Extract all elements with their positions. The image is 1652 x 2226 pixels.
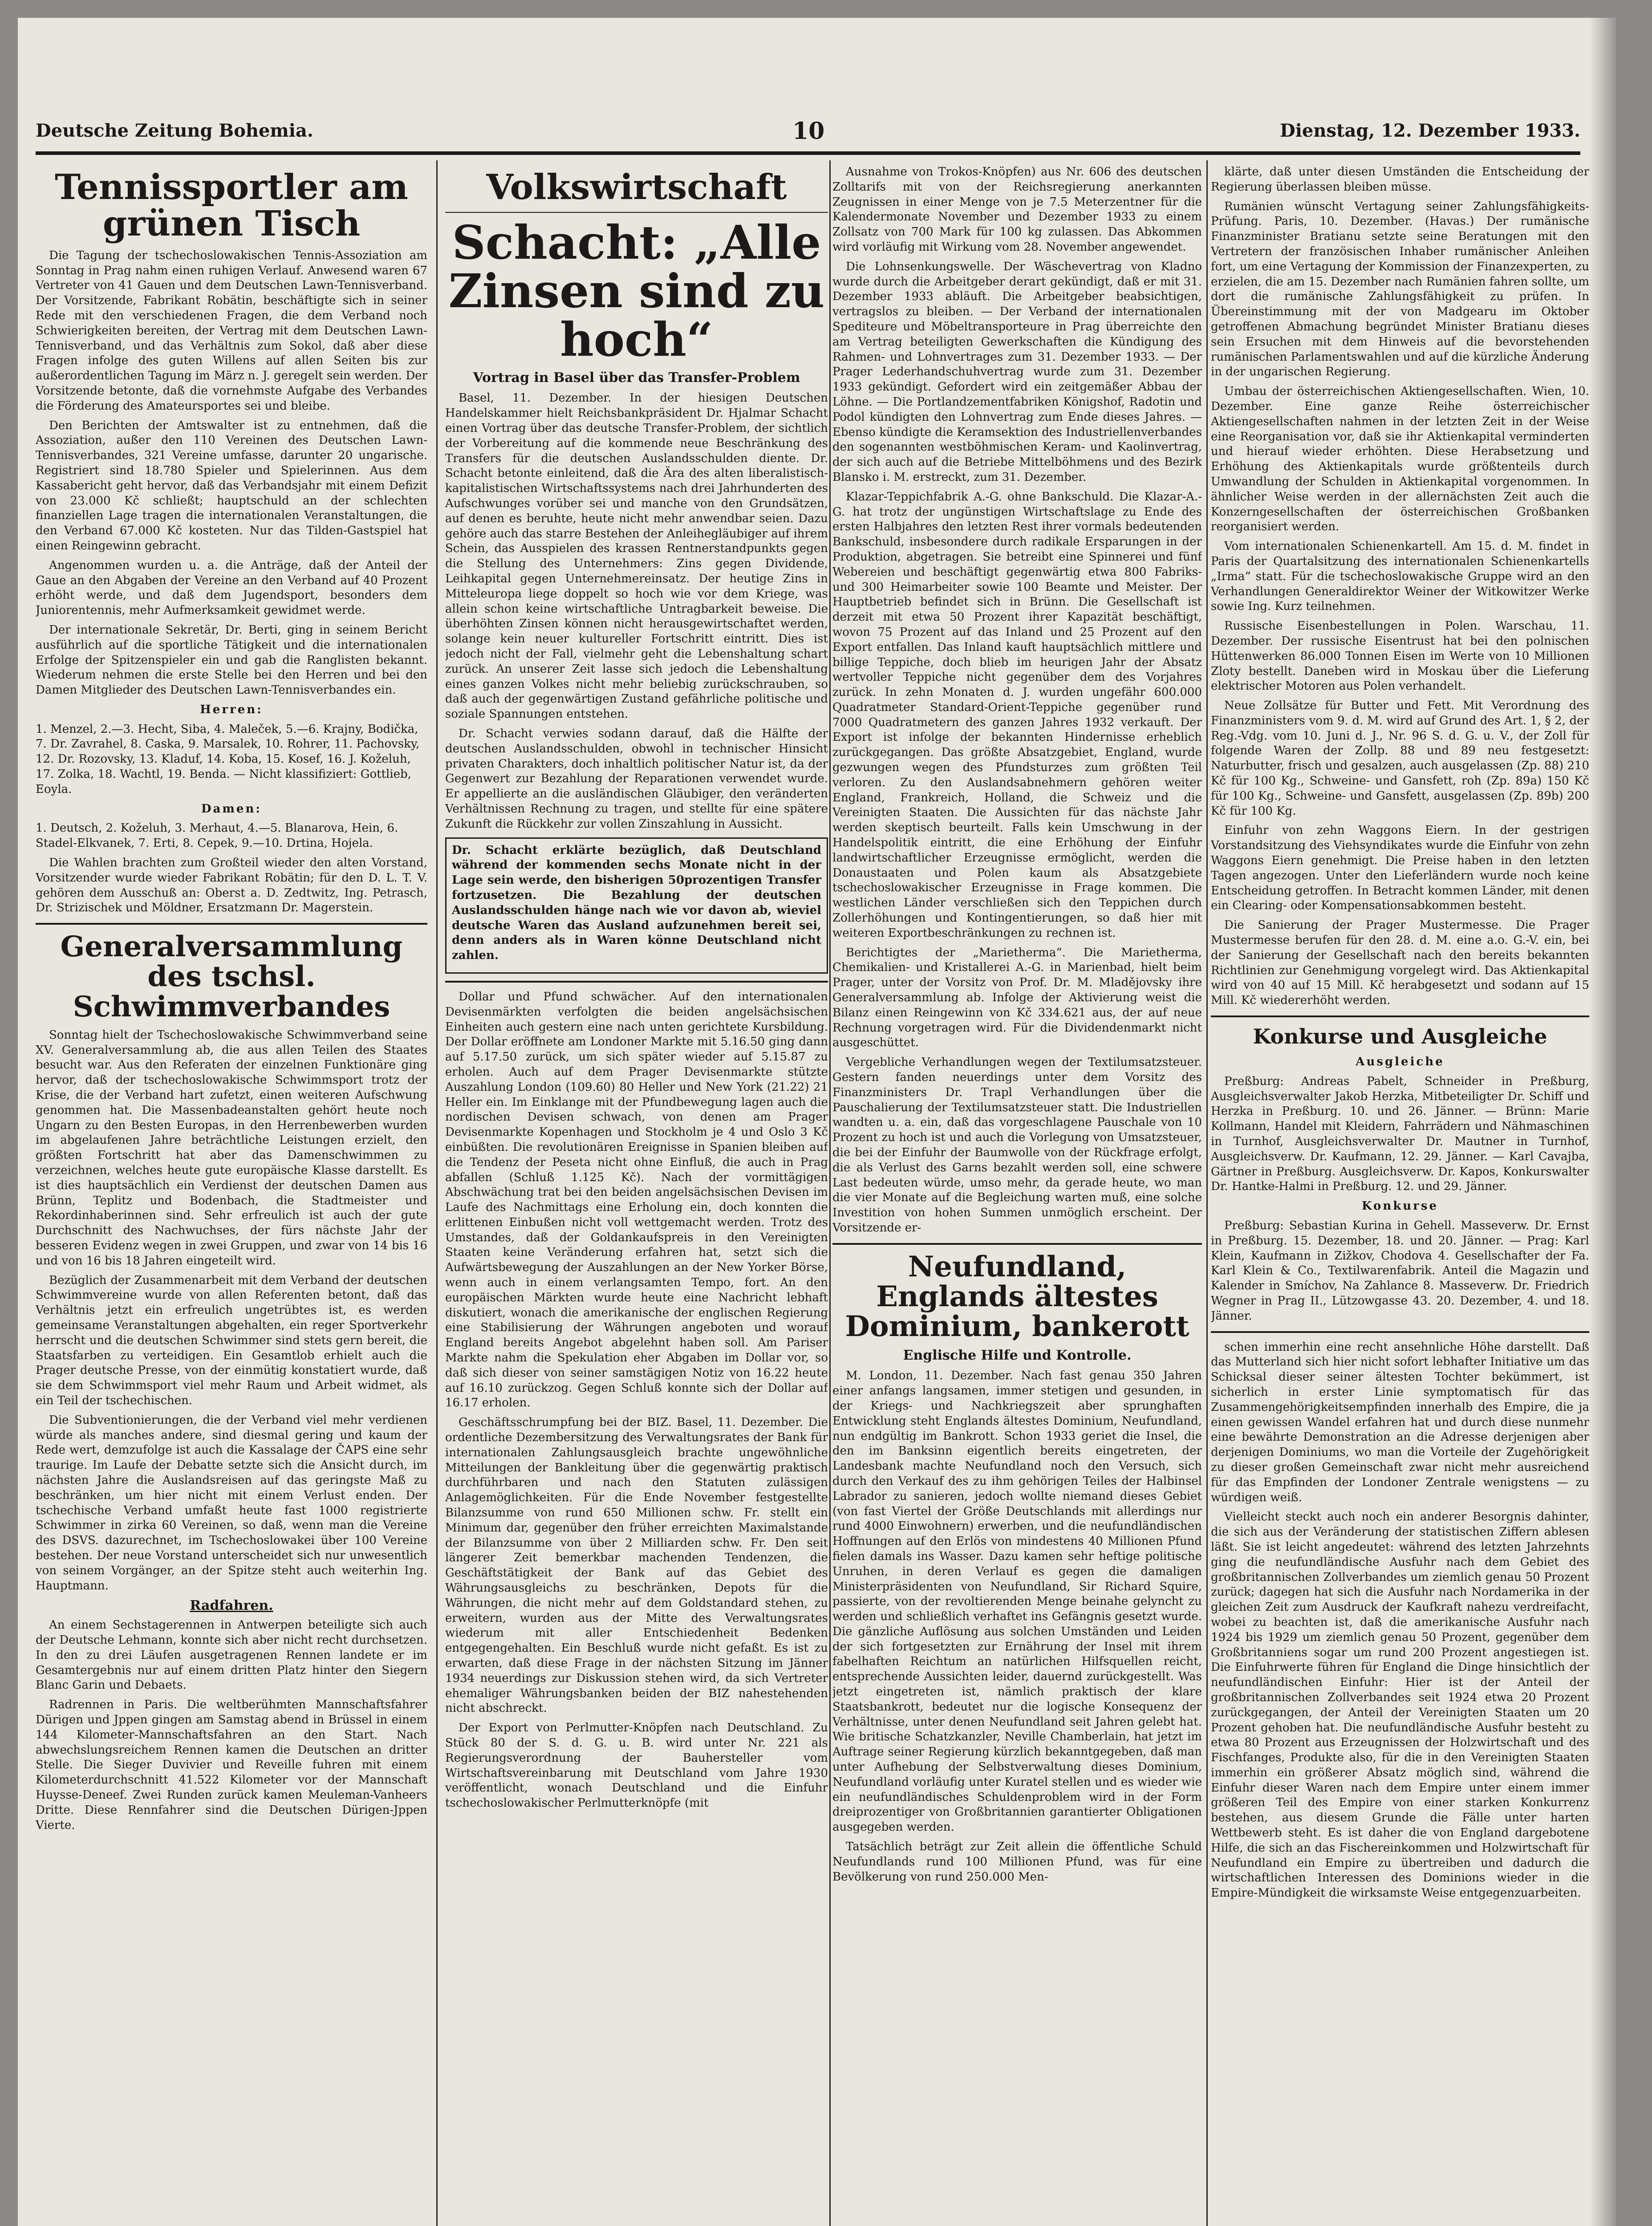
page-shadow [1589, 18, 1616, 2226]
ausgleiche-label: Ausgleiche [1356, 1055, 1445, 1069]
ranking-damen-list: 1. Deutsch, 2. Koželuh, 3. Merhaut, 4.—5. Blanarova, Hein, 6. Stadel-Elkvanek, 7. Erti, 8. Cepek, 9.—10. Drtina, Hojela. [36, 821, 398, 850]
paragraph: M. London, 11. Dezember. Nach fast genau 350 Jahren einer anfangs langsamen, immer stetigen und gesunden, in der Kriegs- und Nachkriegszeit aber sprunghaften Entwicklung steht Englands ältestes Dominium, Neufundland, nun endgültig im Bankrott. Schon 1933 geriet die Insel, die den im Banksinn eigentlich bereits eingetreten, der Landesbank machte Neufundland noch den Versuch, sich durch den Verkauf des zu ihm gehörigen Teiles der Halbinsel Labrador zu sanieren, jedoch wollte niemand dieses Gebiet (von fast Viertel der Größe Deutschlands mit allerdings nur rund 4000 Einwohnern) erwerben, und die neufundländischen Hoffnungen auf den Erlös von mindestens 40 Millionen Pfund fielen damals ins Wasser. Dazu kamen sehr heftige politische Unruhen, in deren Verlauf es gegen die damaligen Ministerpräsidenten von Neufundland, Sir Richard Squire, passierte, von der revoltierenden Menge beinahe gelyncht zu werden und schließlich verhaftet ins Gefängnis gesetzt wurde. Die gänzliche Auflösung aus solchen Umständen und Leiden der sich fortgesetzten zur Ernährung der Insel mit ihrem fabelhaften Reichtum an natürlichen Hilfsquellen reicht, entsprechende Aussichten leider, dauernd zurückgestellt. Was jetzt eingetreten ist, nämlich praktisch der klare Staatsbankrott, bedeutet nur die logische Konsequenz der Verhältnisse, unter denen Neufundland seit Jahren gelebt hat. Wie britische Schatzkanzler, Neville Chamberlain, hat jetzt im Auftrage seiner Regierung kürzlich bekanntgegeben, daß man unter Aufhebung der Selbstverwaltung dieses Dominium, Neufundland vorläufig unter Kuratel stellen und es wieder wie ein neufundländisches Schuldenproblem wird in der Form dreiprozentiger von Großbritannien garantierter Obligationen ausgegeben werden. [832, 1369, 1202, 1834]
schacht-boxed-statement [445, 837, 828, 974]
column-3 [832, 165, 1202, 2226]
paragraph: Die Subventionierungen, die der Verband viel mehr verdienen würde als manches andere, sind diesmal gering und kaum der Rede wert, demzufolge ist auch die Kassalage der ČAPS eine sehr traurige. Im Laufe der Debatte setzte sich die Ansicht durch, im nächsten Jahre die Auslandsreisen auf das geringste Maß zu beschränken, um hier nicht mit einem Verlust enden. Der tschechische Verband umfaßt heute fast 1000 registrierte Schwimmer in zirka 60 Vereinen, so daß, wenn man die Vereine des DSVS. dazurechnet, im Tschechoslowakei über 100 Vereine bestehen. Der neue Vorstand unterscheidet sich nur unwesentlich von seinem Vorgänger, an der Spitze steht auch weiterhin Ing. Hauptmann. [36, 1413, 427, 1592]
tennis-headline: Tennissportler am grünen Tisch [55, 167, 408, 244]
konkurse-section [1211, 1055, 1589, 1324]
paragraph: Basel, 11. Dezember. In der hiesigen Deutschen Handelskammer hielt Reichsbankpräsident Dr. Hjalmar Schacht einen Vortrag über das deutsche Transfer-Problem, der sichtlich der Vorbereitung auf die kommende neue Beschränkung des Transfers für die deutschen Auslandsschulden diente. Dr. Schacht betonte einleitend, daß die Ära des alten liberalistisch-kapitalistischen Wirtschaftssystems nach drei Jahrhunderten des Aufschwunges vorüber sei und manche von den Grundsätzen, auf denen es beruhte, heute nicht mehr anwendbar seien. Dazu gehöre auch das starre Bestehen der Anleihegläubiger auf ihrem Schein, das Ausspielen des krassen Rentnerstandpunkts gegen die Stellung des Unternehmers: Zins gegen Dividende, Leihkapital gegen Unternehmereinsatz. Der heutige Zins in Mitteleuropa liege doppelt so hoch wie vor dem Kriege, was allein schon keine wirtschaftliche Untragbarkeit beweise. Die überhöhten Zinsen können nicht herausgewirtschaftet werden, solange kein neuer kultureller Fortschritt eintritt. Dies ist jedoch nicht der Fall, vielmehr geht die Lebenshaltung schart zurück. An unserer Zeit lasse sich jedoch die Lebenshaltung eines ganzen Volkes nicht mehr beliebig zurückschrauben, so daß auch der gegenwärtigen Zustand gefährliche politische und soziale Spannungen entstehen. [445, 391, 828, 721]
paragraph: Radrennen in Paris. Die weltberühmten Mannschaftsfahrer Dürigen und Jppen gingen am Samstag abend in Brüssel in einem 144 Kilometer-Mannschaftsfahren an den Start. Nach abwechslungsreichem Rennen kamen die Deutschen an dritter Stelle. Die Sieger Duvivier und Reveille fuhren mit einem Kilometerdurchschnitt 41.522 Kilometer vor der Mannschaft Huysse-Deneef. Zwei Runden zurück kamen Meuleman-Vanheers Dritte. Diese Rennfahrer sind die Deutschen Dürigen-Jppen Vierte. [36, 1698, 427, 1832]
newspaper-page [18, 18, 1616, 2226]
paragraph: Der internationale Sekretär, Dr. Berti, ging in seinem Bericht ausführlich auf die sportliche Tätigkeit und die internationalen Erfolge der Spitzenspieler ein und gab die Ranglisten bekannt. Wiederum nehmen die erste Stelle bei den Herren und bei den Damen Mitglieder des Deutschen Lawn-Tennisverbandes ein. [36, 623, 427, 697]
neufundland-article [832, 1369, 1202, 1885]
article-divider [832, 1243, 1202, 1245]
article-divider [1211, 1331, 1589, 1333]
article-divider [445, 981, 828, 983]
paragraph: klärte, daß unter diesen Umständen die Entscheidung der Regierung überlassen bleiben müsse. [1211, 165, 1589, 194]
paragraph: Neue Zollsätze für Butter und Fett. Mit Verordnung des Finanzministers vom 9. d. M. wird auf Grund des Art. 1, § 2, der Reg.-Vdg. vom 10. Juni d. J., Nr. 96 S. d. G. u. V., der Zoll für folgende Waren der Zollp. 88 und 89 neu festgesetzt: Naturbutter, frisch und gesalzen, auch ausgelassen (Zp. 88) 210 Kč für 100 Kg., Schweine- und Gansfett, roh (Zp. 89a) 150 Kč für 100 Kg., Schweine- und Gansfett, ausgelassen (Zp. 89b) 200 Kč für 100 Kg. [1211, 699, 1589, 818]
ranking-damen-label: Damen: [201, 802, 262, 816]
paragraph: Einfuhr von zehn Waggons Eiern. In der gestrigen Vorstandsitzung des Viehsyndikates wurde die Einfuhr von zehn Waggons Eiern genehmigt. Die Preise haben in den letzten Tagen angezogen. Unter den Lieferländern wurde noch keine Entscheidung getroffen. In Betracht kommen Länder, mit denen ein Clearing- oder Kompensationsabkommen besteht. [1211, 824, 1589, 913]
header-rule [36, 151, 1580, 155]
paragraph: Vergebliche Verhandlungen wegen der Textilumsatzsteuer. Gestern fanden neuerdings unter dem Vorsitz des Finanzministers Dr. Trapl Verhandlungen über die Pauschalierung der Textilumsatzsteuer statt. Die Industriellen wandten u. a. ein, daß das vorgeschlagene Pauschale von 10 Prozent zu hoch ist und auch die Vorlegung von Umsatzsteuer, die bei der Einfuhr der Baumwolle von der Rückfrage erfolgt, die als Verlust des Garns bezahlt werden soll, eine schwere Last bedeuten würde, umso mehr, da gerade heute, wo man die vier Monate auf die Begleichung warten muß, eine solche Investition von hohen Summen unmöglich erscheint. Der Vorsitzende er- [832, 1056, 1202, 1235]
column-rule [436, 160, 438, 2226]
paragraph: Angenommen wurden u. a. die Anträge, daß der Anteil der Gaue an den Abgaben der Vereine an den Verband auf 40 Prozent erhöht werde, und daß dem Jugendsport, besonders dem Juniorentennis, mehr Aufmerksamkeit gewidmet werde. [36, 558, 427, 617]
finance-notes [445, 990, 828, 1811]
schacht-headline: Schacht: „Alle Zinsen sind zu hoch“ [448, 215, 825, 367]
paragraph: Die Sanierung der Prager Mustermesse. Die Prager Mustermesse berufen für den 28. d. M. eine a.o. G.-V. ein, bei der Sanierung der Gesellschaft nach den bereits bekannten Richtlinien zur Genehmigung vorgelegt wird. Das Aktienkapital wird von 40 auf 15 Mill. Kč herabgesetzt und sodann auf 15 Mill. Kč wiedererhöht werden. [1211, 918, 1589, 1007]
paragraph: Bezüglich der Zusammenarbeit mit dem Verband der deutschen Schwimmvereine wurde von allen Referenten betont, daß das Verhältnis jetzt ein erfreulich ungetrübtes ist, es werden gemeinsame Veranstaltungen abgehalten, ein reger Sportverkehr herrscht und die deutschen Schwimmer sind stets gern bereit, die Staatsfarben zu verteidigen. Ein Gesamtlob erhielt auch die Prager deutsche Presse, von der einmütig konstatiert wurde, daß sie dem Schwimmsport viel mehr Raum und Arbeit widmet, als ein Teil der tschechischen. [36, 1273, 427, 1407]
paragraph: Berichtigtes der „Marietherma“. Die Marietherma, Chemikalien- und Kristallerei A.-G. in Marienbad, hielt beim Prager, unter der Vorsitz von Prof. Dr. M. Mladějovsky ihre Generalversammlung ab. Infolge der Aktivierung weist die Bilanz einen Reingewinn von Kč 334.621 aus, der auf neue Rechnung vorgetragen wird. Für die Dividendenmarkt nicht ausgeschüttet. [832, 946, 1202, 1050]
paragraph: Die Wahlen brachten zum Großteil wieder den alten Vorstand, Vorsitzender wurde wieder Fabrikant Robätin; für den D. L. T. V. gehören dem Ausschuß an: Oberst a. D. Zedtwitz, Ing. Petrasch, Dr. Strizischek und Möldner, Ersatzmann Dr. Magerstein. [36, 856, 427, 915]
neufundland-continued [1211, 1340, 1589, 1901]
schacht-subheadline: Vortrag in Basel über das Transfer-Problem [473, 370, 800, 386]
ranking-herren-list: 1. Menzel, 2.—3. Hecht, Siba, 4. Maleček, 5.—6. Krajny, Bodička, 7. Dr. Zavrahel, 8. Caska, 9. Marsalek, 10. Rohrer, 11. Pachovsky, 12. Dr. Rozovsky, 13. Kladuf, 14. Koba, 15. Kosef, 16. J. Koželuh, 17. Zolka, 18. Wachtl, 19. Benda. — Nicht klassifiziert: Gottlieb, Eoyla. [36, 722, 420, 796]
paragraph: Die Tagung der tschechoslowakischen Tennis-Assoziation am Sonntag in Prag nahm einen ruhigen Verlauf. Anwesend waren 67 Vertreter von 41 Gauen und dem Deutschen Lawn-Tennisverband. Der Vorsitzende, Fabrikant Robätin, beschäftigte sich in seiner Rede mit den verschiedenen Fragen, die dem Verband noch Schwierigkeiten bereiten, der Vertrag mit dem Deutschen Lawn-Tennisverband, und das Verhältnis zum Sokol, daß aber diese Fragen infolge des guten Willens auf allen Seiten bis zur außerordentlichen Tagung im März n. J. geregelt sein werden. Der Vorsitzende betonte, daß die vornehmste Aufgabe des Verbandes die Förderung des Amateursportes sei und bleibe. [36, 248, 427, 413]
konkurse-label: Konkurse [1361, 1199, 1439, 1213]
schacht-article [445, 391, 828, 973]
column-rule [829, 160, 831, 2226]
paragraph: Den Berichten der Amtswalter ist zu entnehmen, daß die Assoziation, außer den 110 Vereinen des Deutschen Lawn-Tennisverbandes, 321 Vereine umfasse, darunter 20 ungarische. Registriert sind 18.780 Spieler und Spielerinnen. Aus dem Kassabericht geht hervor, daß das Verbandsjahr mit einem Defizit von 23.000 Kč schließt; hauptschuld an der schlechten finanziellen Lage tragen die internationalen Veranstaltungen, die den Verband 67.000 Kč kosteten. Nur das Tilden-Gastspiel hat einen Reingewinn gebracht. [36, 418, 427, 552]
section-divider [445, 212, 828, 213]
paragraph: Klazar-Teppichfabrik A.-G. ohne Bankschuld. Die Klazar-A.-G. hat trotz der ungünstigen Wirtschaftslage zu Ende des ersten Halbjahres den letzten Rest ihrer vormals bedeutenden Bankschuld, insbesondere durch radikale Ersparungen in der Produktion, abgetragen. Sie betreibt eine Spinnerei und fünf Webereien und beschäftigt gegenwärtig etwa 800 Fabriks- und 300 Heimarbeiter sowie 100 Beamte und Meister. Der Hauptbetrieb befindet sich in Brünn. Die Gesellschaft ist derzeit mit etwa 50 Prozent ihrer Kapazität beschäftigt, wovon 75 Prozent auf das Inland und 25 Prozent auf den Export entfallen. Das Inland kauft hauptsächlich mittlere und billige Teppiche, doch blieb im heurigen Jahr der Absatz wertvoller Teppiche nicht gegenüber dem des Vorjahres zurück. In zehn Monaten d. J. wurden ungefähr 600.000 Quadratmeter Standard-Orient-Teppiche gegenüber rund 7000 Quadratmetern des ganzen Jahres 1932 verkauft. Der Export ist infolge der bekannten Hindernisse erheblich zurückgegangen. Das größte Absatzgebiet, England, wurde gezwungen wegen des Pfundsturzes zum größten Teil verloren. Zu den Auslandsabnehmern gehören weiter England, Frankreich, Holland, die Schweiz und die Vereinigten Staaten. Die Aussichten für das nächste Jahr werden skeptisch beurteilt. Falls kein Umschwung in der Handelspolitik eintritt, die eine Erhöhung der Einfuhr landwirtschaftlicher Erzeugnisse ermöglicht, werden die Donaustaaten und Polen kaum als Absatzgebiete tschechoslowakischer Erzeugnisse in Frage kommen. Die westlichen Länder verschließen sich den Teppichen durch Zollerhöhungen und Kontingentierungen, so daß hier mit weiteren Exportbeschränkungen zu rechnen ist. [832, 490, 1202, 940]
paragraph: Geschäftsschrumpfung bei der BIZ. Basel, 11. Dezember. Die ordentliche Dezembersitzung des Verwaltungsrates der Bank für internationalen Zahlungsausgleich brachte ungewöhnliche Mitteilungen der Bankleitung über die gegenwärtig praktisch durchführbaren und nach den Statuten zulässigen Anlagemöglichkeiten. Für die Ende November festgestellte Bilanzsumme von rund 650 Millionen schw. Fr. stellt ein Minimum dar, gegenüber den früher erreichten Maximalstande der Bilanzsumme von über 2 Milliarden schw. Fr. Den seit längerer Zeit bemerkbar machenden Tendenzen, die Geschäftstätigkeit der Bank auf das Gebiet des Währungsausgleichs zu beschränken, Depots für die Währungen, die nicht mehr auf dem Goldstandard stehen, zu erweitern, wurden aus der Mitte des Verwaltungsrates wiederum mit aller Entschiedenheit Bedenken entgegengehalten. Ein Beschluß wurde nicht gefaßt. Es ist zu erwarten, daß diese Frage in der nächsten Sitzung im Jänner 1934 neuerdings zur Diskussion stehen wird, da sich Vertreter ehemaliger Währungsbanken beiden der BIZ nahestehenden nicht abschreckt. [445, 1416, 828, 1715]
section-title-volkswirtschaft: Volkswirtschaft [486, 167, 787, 207]
article-divider [36, 923, 427, 925]
paragraph: Preßburg: Andreas Pabelt, Schneider in Preßburg, Ausgleichsverwalter Jakob Herzka, Mitbeteiligter Dr. Schiff und Herzka in Preßburg. 10. und 26. Jänner. — Brünn: Marie Kollmann, Handel mit Kleidern, Fahrrädern und Nähmaschinen in Turnhof, Ausgleichsverwalter Dr. Mautner in Turnhof, Ausgleichsverw. Dr. Kaufmann, 12. 29. Jänner. — Karl Cavajba, Gärtner in Preßburg. Ausgleichsverw. Dr. Kapos, Konkurswalter Dr. Hantke-Halmi in Preßburg. 12. und 29. Jänner. [1211, 1074, 1589, 1194]
rad-article [36, 1618, 427, 1833]
paragraph: Umbau der österreichischen Aktiengesellschaften. Wien, 10. Dezember. Eine ganze Reihe österreichischer Aktiengesellschaften nahmen in der letzten Zeit in der Weise eine Reorganisation vor, daß sie ihr Aktienkapital verminderten und hierauf wieder erhöhten. Diese Herabsetzung und Erhöhung des Aktienkapitals wurde größtenteils durch Umwandlung der Schulden in Aktienkapital vorgenommen. In ähnlicher Weise werden in der allernächsten Zeit auch die Konzerngesellschaften der österreichischen Großbanken reorganisiert werden. [1211, 385, 1589, 534]
paragraph: Rumänien wünscht Vertagung seiner Zahlungsfähigkeits-Prüfung. Paris, 10. Dezember. (Havas.) Der rumänische Finanzminister Bratianu setzte seine Beratungen mit den Vertretern der französischen Inhaber rumänischer Anleihen fort, um eine Vertagung der Kommission der Finanzexperten, zu erzielen, die am 15. Dezember nach Rumänien fahren sollte, um dort die rumänische Zahlungsfähigkeit zu prüfen. In Übereinstimmung mit der von Madgearu im Oktober getroffenen Abmachung begründet Minister Bratianu dieses sein Ersuchen mit dem Hinweis auf die bevorstehenden rumänischen Parlamentswahlen und auf die kürzliche Änderung in der ungarischen Regierung. [1211, 199, 1589, 379]
newspaper-name: Deutsche Zeitung Bohemia. [36, 120, 313, 141]
economy-notes [832, 165, 1202, 1236]
page-header [36, 120, 1580, 156]
column-2 [445, 165, 828, 2226]
paragraph: Tatsächlich beträgt zur Zeit allein die öffentliche Schuld Neufundlands rund 100 Millionen Pfund, was für eine Bevölkerung von rund 250.000 Men- [832, 1840, 1202, 1884]
economy-notes-2 [1211, 165, 1589, 1008]
paragraph: Russische Eisenbestellungen in Polen. Warschau, 11. Dezember. Der russische Eisentrust hat bei den polnischen Hüttenwerken 86.000 Tonnen Eisen im Werte von 10 Millionen Zloty bestellt. Daneben wird in Moskau über die Lieferung elektrischer Motoren aus Polen verhandelt. [1211, 619, 1589, 693]
paragraph: Dr. Schacht verwies sodann darauf, daß die Hälfte der deutschen Auslandsschulden, obwohl in technischer Hinsicht privaten Charakters, doch inhaltlich politischer Natur ist, da der Gegenwert zur Bezahlung der Reparationen verwendet wurde. Er appellierte an die ausländischen Gläubiger, den veränderten Verhältnissen Rechnung zu tragen, und stellte für eine spätere Zukunft die Rückkehr zur vollen Zinszahlung in Aussicht. [445, 727, 828, 831]
paragraph: Dr. Schacht erklärte bezüglich, daß Deutschland während der kommenden sechs Monate nicht in der Lage sein werde, den bisherigen 50prozentigen Transfer fortzusetzen. Die Bezahlung der deutschen Auslandsschulden hänge nach wie vor davon ab, wieviel deutsche Waren das Ausland aufzunehmen bereit sei, denn anders als in Waren könne Deutschland nicht zahlen. [452, 843, 821, 963]
ranking-herren-label: Herren: [200, 703, 263, 716]
paragraph: Der Export von Perlmutter-Knöpfen nach Deutschland. Zu Stück 80 der S. d. G. u. B. wird unter Nr. 221 als Regierungsverordnung der Bauhersteller vom Wirtschaftsvereinbarung mit Deutschland vom Jahre 1930 veröffentlicht, wonach Deutschland und die Einfuhr tschechoslowakischer Perlmutterknöpfe (mit [445, 1721, 828, 1810]
paragraph: Vom internationalen Schienenkartell. Am 15. d. M. findet in Paris der Quartalsitzung des internationalen Schienenkartells „Irma“ statt. Für die tschechoslowakische Gruppe wird an den Verhandlungen Generaldirektor Weiner der Witkowitzer Werke sowie Ing. Kurz teilnehmen. [1211, 540, 1589, 613]
neufundland-headline: Neufundland, Englands ältestes Dominium, bankerott [845, 1250, 1189, 1344]
paragraph: Vielleicht steckt auch noch ein anderer Besorgnis dahinter, die sich aus der Veränderung der statistischen Ziffern ablesen läßt. Sie ist leicht angedeutet: während des letzten Jahrzehnts ging die neufundländische Ausfuhr nach dem Gebiet des großbritannischen Zollverbandes um ziemlich genau 50 Prozent zurück; dagegen hat sich die Ausfuhr nach Nordamerika in der gleichen Zeit zum Ausdruck der Kaufkraft nahezu verdreifacht, wobei zu beachten ist, daß die amerikanische Ausfuhr nach 1924 bis 1929 um ziemlich genau 50 Prozent, gegenüber dem Großbritanniens sogar um rund 200 Prozent angestiegen ist. Die Einfuhrwerte führen für England die Dinge hinsichtlich der neufundländischen Einfuhr: Hier ist der Anteil der großbritannischen Zollverbandes seit 1924 etwa 20 Prozent zurückgegangen, der Anteil der Vereinigten Staaten um 20 Prozent gehoben hat. Die neufundländische Ausfuhr besteht zu etwa 80 Prozent aus Erzeugnissen der Holzwirtschaft und des Fischfanges, Produkte also, für die in den Vereinigten Staaten immerhin ein größerer Absatz möglich sind, während die Einfuhr dieser Waren nach dem Empire unter einem immer größeren Teil des Empire von einer starken Konkurrenz bestehen, aus diesem Grunde die Fälle unter harten Wettbewerb steht. Es ist daher die von England dargebotene Hilfe, die sich an das Fischereinkommen und Holzwirtschaft für Neufundland ein Empire zu übertreiben und dadurch die wirtschaftlichen Interessen des Dominions wieder in die Empire-Mündigkeit die wirksamste Weise entgegenzuarbeiten. [1211, 1510, 1589, 1900]
paragraph: Die Lohnsenkungswelle. Der Wäschevertrag von Kladno wurde durch die Arbeitgeber derart gekündigt, daß er mit 31. Dezember 1933 abläuft. Die Arbeitgeber beabsichtigen, vertragslos zu bleiben. — Der Verband der internationalen Spediteure und Möbeltransporteure in Prag überreichte den am Vertrag beteiligten Gewerkschaften die Kündigung des Rahmen- und Lohnvertrages zum 31. Dezember 1933. — Der Prager Lederhandschuhvertrag wurde zum 31. Dezember 1933 gekündigt. Gefordert wird ein zeitgemäßer Abbau der Löhne. — Die Portlandzementfabriken Königshof, Radotin und Podol kündigten den Lohnvertrag zum Ende dieses Jahres. — Ebenso kündigte die Keramsektion des Industriellenverbandes den sogenannten westböhmischen Keram- und Kaolinvertrag, der sich auch auf die Betriebe Mittelböhmens und des Bezirk Blansko i. M. erstreckt, zum 31. Dezember. [832, 260, 1202, 484]
tennis-article [36, 248, 427, 916]
article-divider [1211, 1016, 1589, 1017]
issue-date: Dienstag, 12. Dezember 1933. [1280, 120, 1580, 141]
paragraph: Preßburg: Sebastian Kurina in Gehell. Masseverw. Dr. Ernst in Preßburg. 15. Dezember, 18. und 20. Jänner. — Prag: Karl Klein, Kaufmann in Zižkov, Chodova 4. Gesellschafter der Fa. Karl Klein & Co., Textilwarenfabrik. Anteil die Magazin und Kalender in Smíchov, Na Zahlance 8. Masseverw. Dr. Friedrich Wegner in Prag II., Lützowgasse 43. 20. Dezember, 4. und 18. Jänner. [1211, 1219, 1589, 1323]
swim-article [36, 1028, 427, 1593]
page-number: 10 [792, 118, 825, 145]
column-rule [1206, 160, 1208, 2226]
konkurse-headline: Konkurse und Ausgleiche [1253, 1024, 1547, 1049]
swim-headline: Generalversammlung des tschsl. Schwimmverbandes [60, 930, 403, 1024]
rad-headline: Radfahren. [190, 1598, 273, 1614]
paragraph: An einem Sechstagerennen in Antwerpen beteiligte sich auch der Deutsche Lehmann, konnte sich aber nicht recht durchsetzen. In den zu drei Läufen ausgetragenen Rennen landete er im Gesamtergebnis nur auf einem dritten Platz hinter den Siegern Blanc Garin und Debaets. [36, 1618, 427, 1692]
paragraph: Sonntag hielt der Tschechoslowakische Schwimmverband seine XV. Generalversammlung ab, die aus allen Teilen des Staates besucht war. Aus den Referaten der einzelnen Funktionäre ging hervor, daß der tschechoslowakische Schwimmsport trotz der Krise, die der Verband hart zufetzt, einen weiteren Aufschwung genommen hat. Die Massenbadeanstalten gehört heute noch Ungarn zu den Besten Europas, in den Herrenbewerben wurden im abgelaufenen Jahre beträchtliche Leistungen erzielt, den größten Fortschritt hat aber das Damenschwimmen zu verzeichnen, welches heute gute europäische Klasse darstellt. Es ist dies hauptsächlich ein Verdienst der deutschen Damen aus Brünn, Teplitz und Bodenbach, die Stadtmeister und Rekordinhaberinnen sind. Sehr erfreulich ist auch der gute Durchschnitt des Nachwuchses, der fürs nächste Jahr der besseren Evidenz wegen in zwei Gruppen, und zwar von 14 bis 16 und von 16 bis 18 Jahren eingeteilt wird. [36, 1028, 427, 1267]
paragraph: schen immerhin eine recht ansehnliche Höhe darstellt. Daß das Mutterland sich hier nicht sofort lebhafter Initiative um das Schicksal dieser seiner ältesten Tochter bekümmert, ist sicherlich in erster Linie symptomatisch für das Zusammengehörigkeitsempfinden innerhalb des Empire, die ja einen gewissen Wandel erfahren hat und durch diese nunmehr eine bewährte Demonstration an die Adresse derjenigen aber derjenigen Dominiums, wo man die Vorteile der Zugehörigkeit zu dieser großen Gemeinschaft zwar nicht mehr ausreichend für das Empfinden der Londoner Zentrale wenigstens — zu würdigen weiß. [1211, 1340, 1589, 1504]
paragraph: Dollar und Pfund schwächer. Auf den internationalen Devisenmärkten verfolgten die beiden angelsächsischen Einheiten auch gestern eine nach unten gerichtete Kursbildung. Der Dollar eröffnete am Londoner Markte mit 5.16.50 ging dann auf 5.17.50 zurück, um sich später wieder auf 5.15.87 zu erholen. Auch auf dem Prager Devisenmarkte stützte Auszahlung London (109.60) 80 Heller und New York (21.22) 21 Heller ein. Im Einklange mit der Pfundbewegung lagen auch die nordischen Devisen schwach, von denen am Prager Devisenmarkte Kopenhagen und Stockholm je 4 und Oslo 3 Kč einbüßten. Die revolutionären Ereignisse in Spanien bleiben auf die Tendenz der Peseta nicht ohne Einfluß, die auch in Prag abfallen (Schluß 1.125 Kč). Nach der vormittägigen Abschwächung trat bei den beiden angelsächsischen Devisen im Laufe des Nachmittags eine Erholung ein, doch konnten die erlittenen Einbußen nicht voll wettgemacht werden. Trotz des Umstandes, daß der Goldankaufspreis in den Vereinigten Staaten keine Veränderung erfahren hat, setzt sich die Aufwärtsbewegung der Auszahlungen an der New Yorker Börse, wenn auch in einem verlangsamten Tempo, fort. An den europäischen Märkten wurde heute eine Nachricht lebhaft diskutiert, wonach die amerikanische der englischen Regierung eine Stabilisierung der Währungen angeboten und worauf England bereits Angebot abgelehnt haben soll. Am Pariser Markte nahm die Spekulation eher Abgaben im Dollar vor, so daß sich dieser von seiner samstägigen Notiz von 16.22 heute auf 16.10 zurückzog. Gegen Schluß konnte sich der Dollar auf 16.17 erholen. [445, 990, 828, 1410]
neufundland-subheadline: Englische Hilfe und Kontrolle. [903, 1348, 1132, 1364]
paragraph: Ausnahme von Trokos-Knöpfen) aus Nr. 606 des deutschen Zolltarifs mit von der Reichsregierung anerkannten Zeugnissen in einer Menge von je 7.5 Meterzentner für die Kalendermonate November und Dezember 1933 zu einem Zollsatz von 700 Mark für 100 kg zulassen. Das Abkommen wird vorläufig mit Wirkung vom 28. November angewendet. [832, 165, 1202, 254]
column-1 [36, 165, 427, 2226]
column-4 [1211, 165, 1589, 2226]
